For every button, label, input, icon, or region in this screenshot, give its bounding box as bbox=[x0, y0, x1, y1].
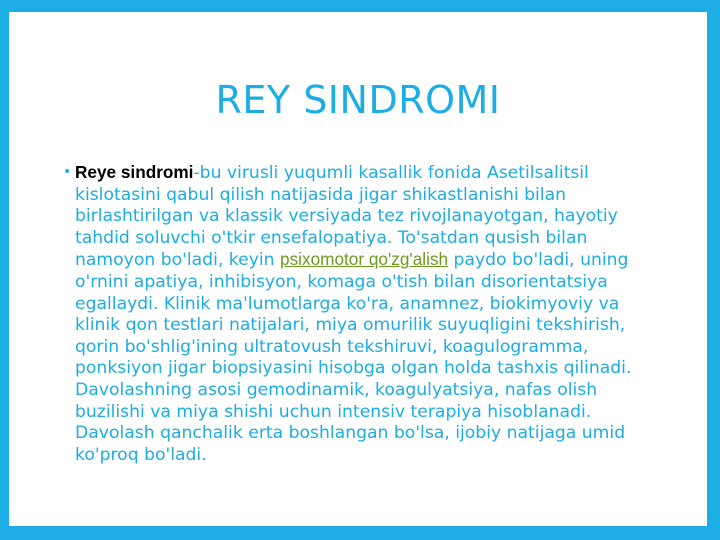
bullet-paragraph bbox=[75, 162, 645, 466]
paragraph-text-before-link: -bu virusli yuqumli kasallik fonida Asetilsalitsil kislotasini qabul qilish natijasida jigar shikastlanishi bilan birlashtirilgan va klassik versiyada tez rivojlanayotgan, hayotiy tahdid soluvchi o'tkir ensefalopatiya. To'satdan qusish bilan namoyon bo'ladi, keyin bbox=[75, 163, 618, 271]
slide-canvas bbox=[9, 12, 707, 526]
paragraph-text-after-link: paydo bo'ladi, uning o'rnini apatiya, inhibisyon, komaga o'tish bilan disorientatsiya egallaydi. Klinik ma'lumotlarga ko'ra, anamnez, biokimyoviy va klinik qon testlari natijalari, miya omurilik suyuqligini tekshirish, qorin bo'shlig'ining ultratovush tekshiruvi, koagulogramma, ponksiyon jigar biopsiyasini hisobga olgan holda tashxis qilinadi. Davolashning asosi gemodinamik, koagulyatsiya, nafas olish buzilishi va miya shishi uchun intensiv terapiya hisoblanadi. Davolash qanchalik erta boshlangan bo'lsa, ijobiy natijaga umid ko'proq bo'ladi. bbox=[75, 250, 632, 465]
bullet-icon: • bbox=[63, 164, 72, 180]
term-heading: Reye sindromi bbox=[75, 162, 194, 182]
slide-title: REY SINDROMI bbox=[215, 78, 501, 122]
hyperlink-psixomotor[interactable]: psixomotor qo'zg'alish bbox=[280, 249, 449, 270]
slide-body bbox=[63, 162, 645, 466]
